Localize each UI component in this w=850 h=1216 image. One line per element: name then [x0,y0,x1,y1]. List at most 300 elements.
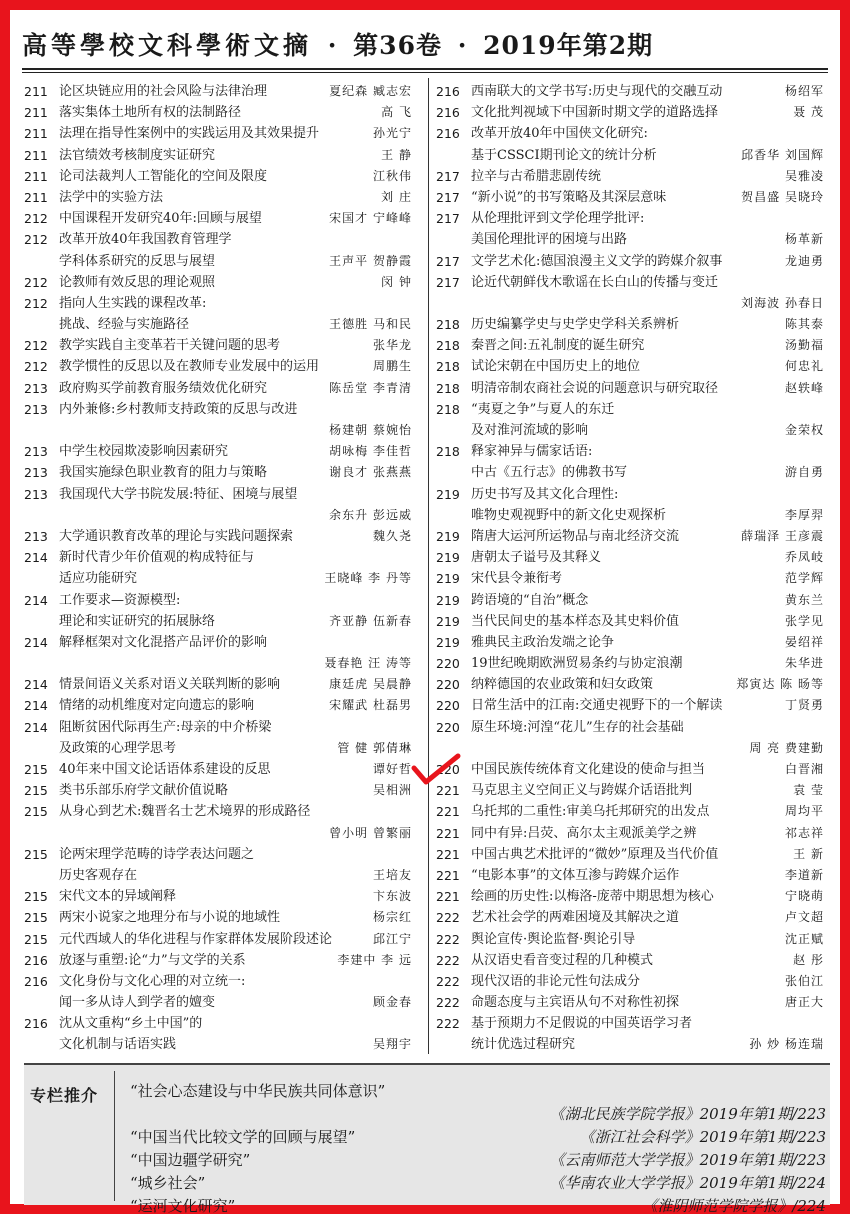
toc-page-number: 214 [24,698,48,714]
toc-entry [436,823,828,844]
toc-authors: 江秋伟 [372,168,412,183]
toc-article-title: 释家神异与儒家话语: [471,444,593,460]
toc-article-title: 19世纪晚期欧洲贸易条约与协定浪潮 [471,656,683,672]
toc-entry [436,356,828,377]
toc-page-number: 219 [436,592,460,608]
toc-article-title: 明清帝制农商社会说的问题意识与研究取径 [471,380,719,396]
toc-authors: 祁志祥 [784,825,824,840]
header-separator: · [327,31,338,60]
recommend-source: 《淮阴师范学院学报》/224 [642,1197,826,1215]
journal-title: 高等學校文科學術文摘 [22,31,313,60]
toc-entry [436,484,828,505]
toc-authors: 白晋湘 [784,762,824,776]
toc-article-title: 政府购买学前教育服务绩效优化研究 [59,380,268,396]
toc-entry [24,293,416,314]
toc-entry [436,399,828,420]
toc-article-title: 日常生活中的江南:交通史视野下的一个解读 [471,698,723,714]
toc-entry [24,102,416,123]
toc-article-title: 雅典民主政治发端之论争 [471,634,615,650]
toc-article-title: 法官绩效考核制度实证研究 [59,147,216,163]
toc-authors: 张伯江 [784,973,824,988]
toc-page-number: 222 [436,1016,460,1032]
toc-authors: 王德胜 马和民 [329,317,412,332]
toc-page-number: 217 [436,211,460,227]
toc-authors: 汤勤福 [784,338,824,353]
toc-article-title: 改革开放40年我国教育管理学 [59,232,232,248]
toc-authors: 谭好哲 [372,762,412,776]
toc-entry [24,823,416,844]
toc-entry [24,653,416,674]
toc-authors: 周均平 [784,804,824,819]
toc-article-title: 宋代文本的异域阐释 [59,889,177,905]
toc-article-title: 大学通识教育改革的理论与实践问题探索 [59,528,294,544]
toc-authors: 吴相洲 [372,783,412,798]
toc-article-title: 改革开放40年中国侠文化研究: [471,126,648,142]
toc-entry [436,102,828,123]
toc-article-title: 论近代朝鲜伐木歌谣在长白山的传播与变迁 [471,274,719,290]
toc-left-column [24,81,416,1056]
toc-authors: 刘海波 孙春日 [741,295,824,310]
toc-article-title: 宋代县令兼衔考 [471,571,563,587]
recommend-source: 《云南师范大学学报》2019年第1期/223 [549,1151,826,1169]
toc-authors: 杨宗红 [372,910,412,925]
toc-entry [436,81,828,102]
toc-page-number: 222 [436,910,460,926]
toc-article-title: 隋唐大运河所运物品与南北经济交流 [471,528,680,544]
toc-authors: 晏绍祥 [784,634,824,649]
toc-page-number: 219 [436,528,460,544]
toc-authors: 周 亮 费建勤 [749,740,824,755]
toc-authors: 李厚羿 [784,507,824,522]
toc-article-title: 适应功能研究 [59,571,138,587]
toc-page-number: 213 [24,465,48,481]
toc-entry [24,166,416,187]
toc-article-title: 原生环境:河湟“花儿”生存的社会基础 [471,719,684,735]
toc-authors: 邱江宁 [372,931,412,946]
toc-page-number: 220 [436,719,460,735]
toc-entry [24,950,416,971]
toc-page-number: 222 [436,931,460,947]
toc-page-number: 218 [436,380,460,396]
toc-page-number: 218 [436,317,460,333]
toc-entry [24,738,416,759]
toc-article-title: 放逐与重塑:论“力”与文学的关系 [59,952,246,968]
toc-page-number: 211 [24,147,48,163]
toc-authors: 魏久尧 [372,528,412,543]
toc-entry [436,865,828,886]
toc-page-number: 214 [24,634,48,650]
toc-article-title: 从汉语史看音变过程的几种模式 [471,952,654,968]
toc-article-title: 中国古典艺术批评的“微妙”原理及当代价值 [471,846,719,862]
toc-entry [24,547,416,568]
toc-article-title: 两宋小说家之地理分布与小说的地域性 [59,910,281,926]
toc-article-title: 历史编纂学史与史学史学科关系辨析 [471,317,680,333]
toc-article-title: 类书乐部乐府学文献价值说略 [59,783,229,799]
toc-authors: 宋国才 宁峰峰 [329,211,412,226]
toc-entry [436,505,828,526]
toc-entry [436,1013,828,1034]
recommend-source: 《浙江社会科学》2019年第1期/223 [579,1128,826,1146]
header-separator: · [457,31,468,60]
toc-authors: 吴翔宇 [372,1037,412,1052]
toc-page-number: 219 [436,634,460,650]
toc-entry [436,335,828,356]
recommend-topic: “中国当代比较文学的回顾与展望” [130,1128,356,1146]
toc-authors: 高 飞 [381,105,412,120]
recommend-topic: “运河文化研究” [130,1197,236,1215]
recommend-topic: “中国边疆学研究” [130,1151,251,1169]
toc-article-title: 中国课程开发研究40年:回顾与展望 [59,211,262,227]
toc-article-title: 40年来中国文论话语体系建设的反思 [59,762,271,777]
toc-article-title: 马克思主义空间正义与跨媒介话语批判 [471,783,693,799]
toc-article-title: 文学艺术化:德国浪漫主义文学的跨媒介叙事 [471,253,723,269]
toc-entry [436,674,828,695]
recommend-item [130,1081,826,1101]
toc-authors: 李道新 [784,867,824,882]
toc-article-title: 美国伦理批评的困境与出路 [471,232,628,248]
toc-authors: 王声平 贺静霞 [329,253,412,268]
toc-article-title: 统计优选过程研究 [471,1037,576,1053]
toc-article-title: 情景间语义关系对语义关联判断的影响 [59,677,281,693]
toc-page-number: 212 [24,232,48,248]
toc-page-number: 214 [24,550,48,566]
toc-page-number: 212 [24,274,48,290]
issue-label: 2019年第2期 [483,31,654,60]
toc-entry [24,886,416,907]
toc-page-number: 219 [436,486,460,502]
toc-page-number: 215 [24,783,48,799]
toc-page-number: 217 [436,168,460,184]
toc-article-title: 文化批判视域下中国新时期文学的道路选择 [471,105,719,121]
red-check-mark-icon [410,752,462,790]
toc-entry [24,992,416,1013]
toc-authors: 孙 炒 杨连瑞 [749,1037,824,1052]
toc-page-number: 211 [24,126,48,142]
toc-entry [436,187,828,208]
toc-page-number: 213 [24,444,48,460]
toc-authors: 沈正赋 [784,931,824,946]
toc-authors: 闵 钟 [381,274,412,289]
toc-authors: 宁晓萌 [784,889,824,904]
toc-entry [436,462,828,483]
toc-authors: 赵轶峰 [784,380,824,395]
toc-entry [24,1034,416,1055]
toc-article-title: 艺术社会学的两难困境及其解决之道 [471,910,680,926]
toc-entry [436,1034,828,1055]
toc-entry [436,568,828,589]
toc-page-number: 218 [436,359,460,375]
toc-page-number: 216 [24,952,48,968]
toc-authors: 朱华进 [784,656,824,671]
toc-entry [436,229,828,250]
toc-article-title: 历史客观存在 [59,867,138,883]
toc-entry [24,568,416,589]
recommend-item [130,1173,826,1193]
toc-article-title: 西南联大的文学书写:历史与现代的交融互动 [471,84,723,99]
toc-page-number: 218 [436,444,460,460]
toc-entry [24,844,416,865]
toc-authors: 邱香华 刘国辉 [741,147,824,162]
recommend-topic: “社会心态建设与中华民族共同体意识” [130,1082,386,1100]
toc-article-title: 从身心到艺术:魏晋名士艺术境界的形成路径 [59,804,311,820]
toc-article-title: 绘画的历史性:以梅洛-庞蒂中期思想为核心 [471,889,714,905]
toc-entry [436,992,828,1013]
toc-authors: 胡咏梅 李佳哲 [329,444,412,459]
toc-authors: 唐正大 [784,995,824,1010]
toc-entry [24,590,416,611]
toc-authors: 陈其泰 [784,317,824,332]
toc-article-title: 文化机制与话语实践 [59,1037,177,1053]
toc-authors: 刘 庄 [381,189,412,204]
toc-article-title: 我国实施绿色职业教育的阻力与策略 [59,465,268,481]
toc-article-title: 中学生校园欺凌影响因素研究 [59,444,229,460]
toc-entry [436,632,828,653]
toc-authors: 齐亚静 伍新春 [329,613,412,628]
toc-entry [24,971,416,992]
toc-article-title: 教学惯性的反思以及在教师专业发展中的运用 [59,359,320,375]
toc-entry [436,611,828,632]
toc-page-number: 212 [24,295,48,311]
toc-authors: 袁 莹 [793,783,824,798]
toc-entry [436,759,828,780]
toc-page-number: 215 [24,931,48,947]
toc-page-number: 215 [24,910,48,926]
toc-entry [24,929,416,950]
toc-page-number: 211 [24,189,48,205]
volume-label: 第36卷 [353,31,442,60]
toc-article-title: 法学中的实验方法 [59,189,164,205]
toc-entry [436,420,828,441]
toc-page-number: 216 [436,84,460,99]
recommend-divider [114,1071,115,1201]
toc-page-number: 213 [24,380,48,396]
toc-article-title: 基于预期力不足假说的中国英语学习者 [471,1016,693,1032]
toc-entry [436,314,828,335]
toc-entry [436,907,828,928]
toc-authors: 夏纪森 臧志宏 [329,84,412,98]
toc-page-number: 211 [24,168,48,184]
toc-authors: 黄东兰 [784,592,824,607]
toc-authors: 张华龙 [372,338,412,353]
toc-article-title: 解释框架对文化混搭产品评价的影响 [59,634,268,650]
toc-authors: 李建中 李 远 [337,952,412,967]
toc-entry [436,590,828,611]
toc-article-title: “新小说”的书写策略及其深层意味 [471,189,667,205]
toc-page-number: 212 [24,338,48,354]
toc-authors: 乔凤岐 [784,550,824,565]
toc-page-number: 219 [436,613,460,629]
toc-article-title: 中国民族传统体育文化建设的使命与担当 [471,762,706,777]
toc-entry [24,484,416,505]
toc-page-number: 214 [24,719,48,735]
toc-entry [24,145,416,166]
toc-entry [436,526,828,547]
toc-page-number: 213 [24,486,48,502]
toc-article-title: 纳粹德国的农业政策和妇女政策 [471,677,654,693]
toc-page-number: 212 [24,359,48,375]
toc-authors: 康廷虎 吴晨静 [329,677,412,692]
toc-article-title: 文化身份与文化心理的对立统一: [59,973,246,989]
toc-entry [436,123,828,144]
toc-entry [24,441,416,462]
toc-authors: 丁贤勇 [784,698,824,713]
column-divider [428,78,429,1054]
toc-entry [24,462,416,483]
toc-article-title: 指向人生实践的课程改革: [59,295,207,311]
toc-entry [436,653,828,674]
toc-authors: 陈岳堂 李青清 [329,380,412,395]
toc-article-title: 拉辛与古希腊悲剧传统 [471,168,602,184]
toc-article-title: 当代民间史的基本样态及其史料价值 [471,613,680,629]
toc-article-title: 情绪的动机维度对定向遗忘的影响 [59,698,255,714]
toc-authors: 杨革新 [784,232,824,247]
toc-authors: 卞东波 [372,889,412,904]
toc-article-title: 落实集体土地所有权的法制路径 [59,105,242,121]
toc-entry [436,272,828,293]
toc-authors: 聂春艳 汪 涛等 [324,656,412,671]
toc-page-number: 221 [436,825,460,841]
toc-authors: 张学见 [784,613,824,628]
recommend-item [130,1150,826,1170]
toc-entry [24,356,416,377]
toc-page-number: 214 [24,677,48,693]
toc-entry [24,526,416,547]
toc-page-number: 216 [24,1016,48,1032]
toc-entry [436,208,828,229]
toc-article-title: 乌托邦的二重性:审美乌托邦研究的出发点 [471,804,710,820]
toc-entry [436,844,828,865]
toc-page-number: 221 [436,867,460,883]
toc-article-title: 及对淮河流域的影响 [471,423,589,438]
toc-page-number: 221 [436,889,460,905]
toc-page-number: 211 [24,84,48,99]
toc-article-title: 现代汉语的非论元性句法成分 [471,973,641,989]
toc-authors: 周鹏生 [372,359,412,374]
toc-article-title: “电影本事”的文体互渗与跨媒介运作 [471,867,680,883]
toc-article-title: 唯物史观视野中的新文化史观探析 [471,507,667,523]
toc-authors: 王 静 [381,147,412,162]
toc-article-title: 学科体系研究的反思与展望 [59,253,216,269]
toc-authors: 何忠礼 [784,359,824,374]
toc-page-number: 215 [24,889,48,905]
toc-entry [24,801,416,822]
toc-authors: 管 健 郭倩琳 [337,740,412,755]
toc-entry [24,780,416,801]
toc-page-number: 213 [24,528,48,544]
toc-entry [436,780,828,801]
toc-authors: 吴雅凌 [784,168,824,183]
toc-entry [436,801,828,822]
toc-page-number: 217 [436,189,460,205]
toc-entry [436,547,828,568]
toc-page-number: 221 [436,804,460,820]
toc-page-number: 214 [24,592,48,608]
toc-entry [24,251,416,272]
toc-article-title: 内外兼修:乡村教师支持政策的反思与改进 [59,401,298,417]
toc-authors: 薛瑞泽 王彦震 [741,528,824,543]
toc-entry [24,865,416,886]
toc-authors: 杨绍军 [784,84,824,98]
toc-entry [436,971,828,992]
toc-page-number: 219 [436,550,460,566]
toc-article-title: 基于CSSCI期刊论文的统计分析 [471,147,657,163]
recommend-item [130,1127,826,1147]
recommend-section [24,1063,830,1215]
toc-entry [436,293,828,314]
toc-article-title: 沈从文重构“乡土中国”的 [59,1016,203,1032]
toc-right-column [436,81,828,1056]
recommend-topic: “城乡社会” [130,1174,206,1192]
toc-article-title: 法理在指导性案例中的实践运用及其效果提升 [59,126,320,142]
toc-authors: 孙光宁 [372,126,412,141]
toc-entry [24,759,416,780]
recommend-label: 专栏推介 [30,1086,99,1105]
toc-page-number: 211 [24,105,48,121]
toc-entry [436,251,828,272]
toc-page-number: 221 [436,846,460,862]
toc-entry [24,505,416,526]
toc-entry [24,208,416,229]
toc-page-number: 215 [24,846,48,862]
toc-authors: 王 新 [793,846,824,861]
toc-entry [24,187,416,208]
toc-entry [24,335,416,356]
toc-article-title: 新时代青少年价值观的构成特征与 [59,550,255,566]
toc-article-title: 从伦理批评到文学伦理学批评: [471,211,645,227]
header-rule [22,72,828,73]
toc-authors: 顾金春 [372,995,412,1010]
toc-authors: 余东升 彭远威 [329,507,412,522]
page-header [22,26,828,66]
toc-page-number: 220 [436,656,460,672]
toc-entry [436,441,828,462]
toc-page-number: 215 [24,804,48,820]
toc-page-number: 213 [24,401,48,417]
toc-page-number: 216 [436,105,460,121]
recommend-item [130,1196,826,1216]
toc-entry [24,1013,416,1034]
toc-authors: 曾小明 曾繁丽 [329,825,412,840]
toc-article-title: 我国现代大学书院发展:特征、困境与展望 [59,486,298,502]
toc-authors: 郑寅达 陈 旸等 [736,677,824,692]
toc-article-title: 试论宋朝在中国历史上的地位 [471,359,641,375]
toc-article-title: 秦晋之间:五礼制度的诞生研究 [471,338,645,354]
toc-article-title: 工作要求—资源模型: [59,592,181,608]
toc-authors: 王培友 [372,867,412,882]
toc-entry [24,399,416,420]
toc-entry [436,695,828,716]
toc-article-title: 唐朝太子谥号及其释义 [471,550,602,566]
toc-entry [436,378,828,399]
toc-page-number: 220 [436,677,460,693]
toc-article-title: 理论和实证研究的拓展脉络 [59,613,216,629]
toc-authors: 贺昌盛 吴晓玲 [741,189,824,204]
toc-entry [24,907,416,928]
toc-entry [436,929,828,950]
toc-authors: 范学辉 [784,571,824,586]
toc-article-title: 命题态度与主宾语从句不对称性初探 [471,995,680,1011]
toc-page-number: 222 [436,995,460,1011]
toc-article-title: 同中有异:吕荧、高尔太主观派美学之辨 [471,825,697,841]
toc-entry [24,123,416,144]
toc-article-title: 论教师有效反思的理论观照 [59,274,216,290]
recommend-item [130,1104,826,1124]
toc-page-number: 215 [24,762,48,777]
toc-article-title: 历史书写及其文化合理性: [471,486,619,502]
toc-authors: 聂 茂 [793,105,824,120]
toc-article-title: 教学实践自主变革若干关键问题的思考 [59,338,281,354]
header-rule [22,68,828,70]
